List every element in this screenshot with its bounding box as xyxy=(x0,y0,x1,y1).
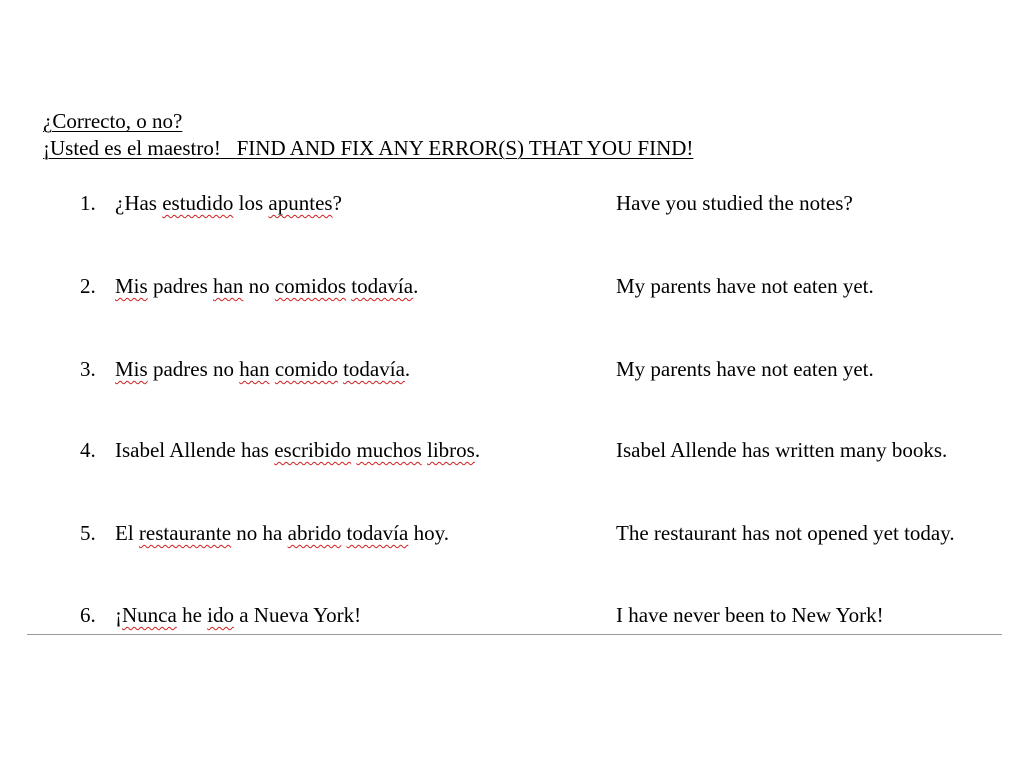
flagged-word: abrido xyxy=(287,521,342,545)
spanish-sentence xyxy=(115,354,410,384)
sentence-text: . xyxy=(404,357,411,381)
flagged-word: han xyxy=(213,274,244,298)
list-item xyxy=(0,435,1024,465)
list-item xyxy=(0,518,1024,548)
list-item xyxy=(0,188,1024,218)
page-divider xyxy=(27,634,1002,635)
instructions-task: FIND AND FIX ANY ERROR(S) THAT YOU FIND! xyxy=(236,136,694,160)
sentence-text: hoy. xyxy=(408,521,449,545)
english-translation: My parents have not eaten yet. xyxy=(616,274,874,298)
item-number: 5. xyxy=(80,521,96,545)
english-translation: I have never been to New York! xyxy=(616,603,884,627)
sentence-text: . xyxy=(413,274,419,298)
sentence-text: padres xyxy=(147,274,213,298)
sentence-text: El xyxy=(115,521,139,545)
sentence-text: a Nueva York! xyxy=(233,603,362,627)
list-item xyxy=(0,354,1024,384)
list-item xyxy=(0,600,1024,630)
flagged-word: Mis xyxy=(115,274,148,298)
flagged-word: libros xyxy=(427,438,475,462)
english-translation: My parents have not eaten yet. xyxy=(616,357,874,381)
sentence-text: no xyxy=(243,274,275,298)
instructions-exclamation: ¡Usted es el maestro! xyxy=(43,136,221,160)
sentence-text: . xyxy=(474,438,481,462)
sentence-text: padres no xyxy=(147,357,240,381)
sentence-text: he xyxy=(176,603,208,627)
flagged-word: todavía xyxy=(351,274,414,298)
list-item xyxy=(0,271,1024,301)
flagged-word: todavía xyxy=(346,521,409,545)
sentence-text: ¿Has xyxy=(115,191,163,215)
worksheet-instructions xyxy=(43,135,693,161)
sentence-text: los xyxy=(233,191,269,215)
flagged-word: ido xyxy=(207,603,234,627)
worksheet-title-text: ¿Correcto, o no? xyxy=(43,109,183,133)
flagged-word: escribido xyxy=(274,438,352,462)
worksheet-title xyxy=(43,108,182,134)
flagged-word: muchos xyxy=(356,438,422,462)
item-number: 2. xyxy=(80,274,96,298)
sentence-text: Isabel Allende has xyxy=(115,438,275,462)
sentence-text: no ha xyxy=(231,521,288,545)
flagged-word: han xyxy=(239,357,270,381)
flagged-word: estudido xyxy=(162,191,234,215)
item-number: 6. xyxy=(80,603,96,627)
item-number: 3. xyxy=(80,357,96,381)
sentence-text: ? xyxy=(332,191,342,215)
spanish-sentence xyxy=(115,600,361,630)
spanish-sentence xyxy=(115,435,480,465)
spanish-sentence xyxy=(115,518,449,548)
flagged-word: Nunca xyxy=(122,603,177,627)
english-translation: The restaurant has not opened yet today. xyxy=(616,521,955,545)
item-number: 4. xyxy=(80,438,96,462)
spanish-sentence xyxy=(115,271,418,301)
english-translation: Have you studied the notes? xyxy=(616,191,853,215)
flagged-word: comido xyxy=(274,357,338,381)
item-number: 1. xyxy=(80,191,96,215)
flagged-word: Mis xyxy=(115,357,148,381)
flagged-word: restaurante xyxy=(138,521,232,545)
spanish-sentence xyxy=(115,188,342,218)
instructions-spacer xyxy=(221,136,237,160)
english-translation: Isabel Allende has written many books. xyxy=(616,438,948,462)
flagged-word: comidos xyxy=(274,274,346,298)
flagged-word: todavía xyxy=(343,357,405,381)
flagged-word: apuntes xyxy=(268,191,333,215)
sentence-text: ¡ xyxy=(115,603,122,627)
